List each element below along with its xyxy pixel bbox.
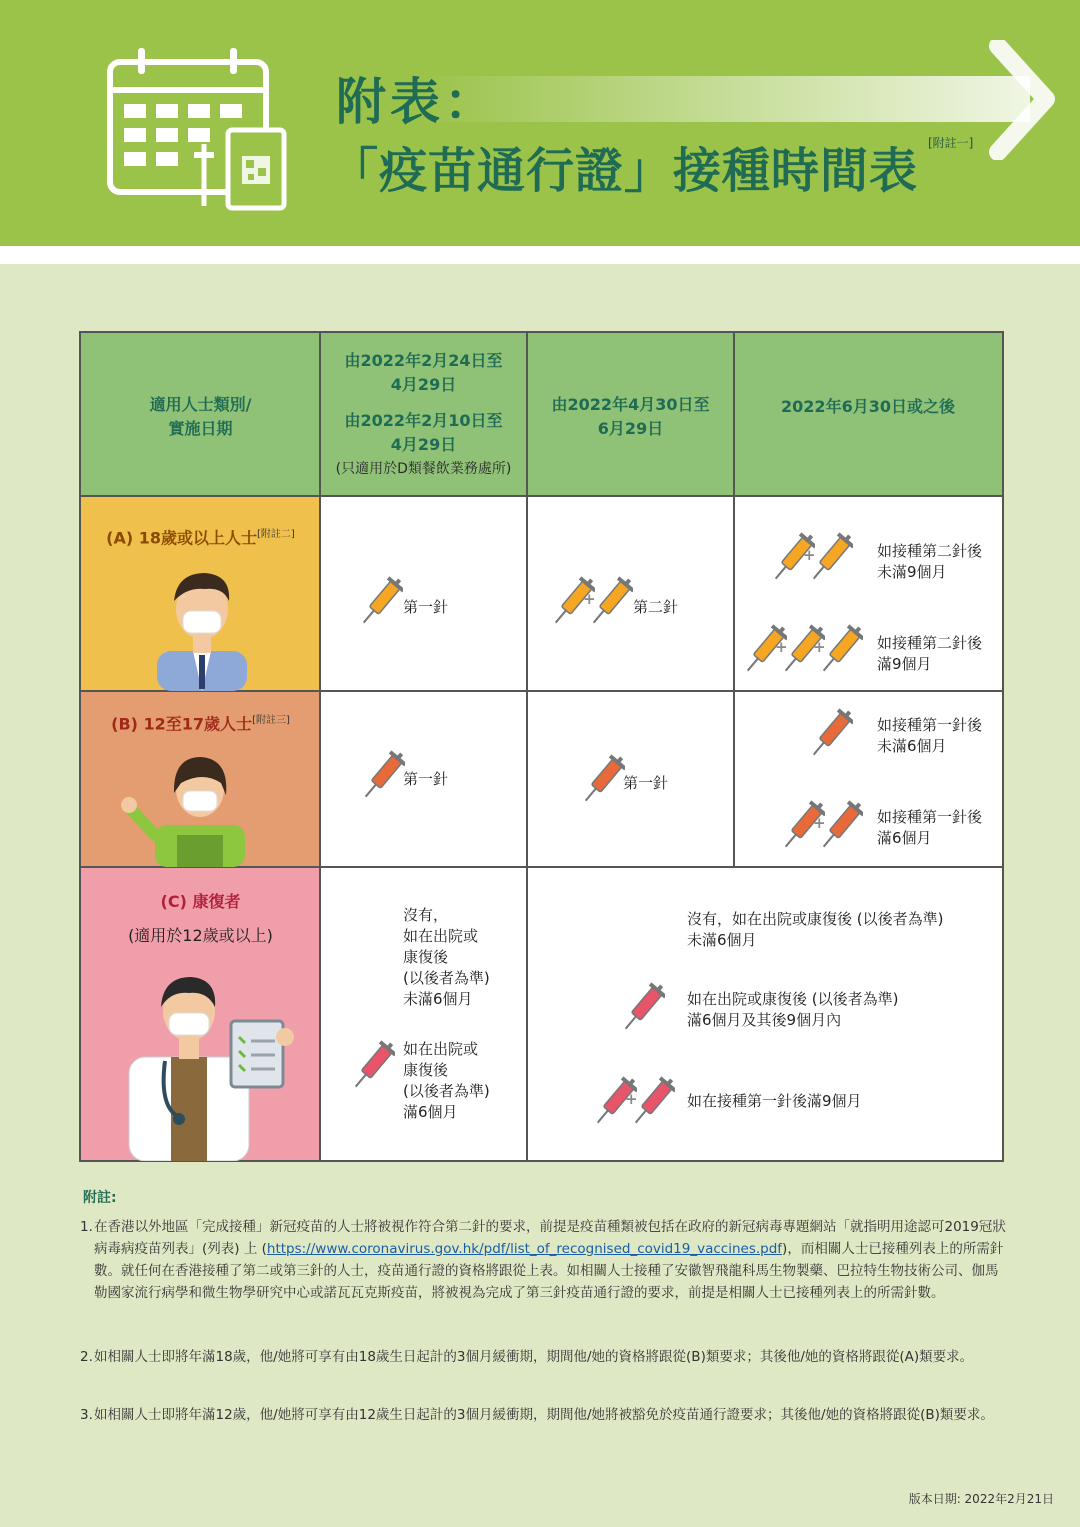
row-a-condition-1: 如接種第二針後 未滿9個月	[877, 542, 983, 581]
syringe-icon	[359, 573, 403, 631]
row-b-condition-1: 如接種第一針後 未滿6個月	[877, 716, 983, 755]
syringe-icon	[361, 747, 405, 805]
note-1: 1. 在香港以外地區「完成接種」新冠疫苗的人士將被視作符合第二針的要求，前提是疫苗種類被包括在政府的新冠病毒專題網站「就指明用途認可2019冠狀病毒病疫苗列表」(列表) 上 (https://www.coronavirus.gov.hk/pdf/list_of_recognised_covid19_vaccines.pdf)，而相關人士已接種列表上的所需針數。就任何在香港接種了第二或第三針的人士，疫苗通行證的資格將跟從上表。如相關人士接種了安徽智飛龍科馬生物製藥、巴拉特生物技術公司、伽馬勒國家流行病學和微生物學研究中心或諾瓦瓦克斯疫苗，將被視為完成了第三針疫苗通行證的要求，前提是相關人士已接種列表上的所需針數。	[80, 1219, 1006, 1301]
row-b-condition-2: 如接種第一針後 滿6個月	[877, 808, 983, 847]
version-date: 版本日期: 2022年2月21日	[908, 1492, 1054, 1506]
header-period-1: 由2022年2月24日至 4月29日 由2022年2月10日至 4月29日 (只適用於D類餐飲業務處所)	[335, 351, 512, 477]
note-2: 2. 如相關人士即將年滿18歲，他/她將可享有由18歲生日起計的3個月緩衝期，期間他/她的資格將跟從(B)類要求；其後他/她的資格將跟從(A)類要求。	[80, 1349, 974, 1365]
row-c-condition-none: 沒有， 如在出院或 康復後 (以後者為準) 未滿6個月	[403, 906, 490, 1008]
row-c-condition-one: 如在出院或 康復後 (以後者為準) 滿6個月	[403, 1040, 490, 1121]
header-category: 適用人士類別/ 實施日期	[149, 395, 252, 438]
syringe-icon	[809, 705, 853, 763]
title-footnote-ref: [附註一]	[928, 136, 974, 150]
syringe-icon	[581, 751, 625, 809]
plus-icon: +	[625, 1090, 638, 1108]
teen-person-icon	[121, 743, 261, 867]
syringe-icon	[819, 621, 863, 679]
adult-person-icon	[147, 551, 257, 691]
category-b-label: (B) 12至17歲人士[附註三]	[111, 714, 290, 734]
row-b-dose-1: 第一針	[403, 770, 449, 788]
row-b-dose-2: 第一針	[623, 774, 669, 792]
syringe-icon	[351, 1037, 395, 1095]
doctor-person-icon	[109, 957, 299, 1161]
plus-icon: +	[775, 638, 788, 656]
syringe-icon	[621, 979, 665, 1037]
header-period-2: 由2022年4月30日至 6月29日	[551, 395, 710, 438]
plus-icon: +	[803, 546, 816, 564]
vaccine-list-link[interactable]: https://www.coronavirus.gov.hk/pdf/list_of_recognised_covid19_vaccines.pdf	[266, 1241, 783, 1257]
note-3: 3. 如相關人士即將年滿12歲，他/她將可享有由12歲生日起計的3個月緩衝期，期間他/她將被豁免於疫苗通行證要求；其後他/她的資格將跟從(B)類要求。	[80, 1407, 994, 1423]
page-title-line1: 附表：	[336, 73, 498, 131]
calendar-vaccine-icon	[104, 44, 294, 214]
category-c-sublabel: (適用於12歲或以上)	[128, 926, 273, 945]
category-c-label: (C) 康復者	[160, 892, 241, 911]
row-c-later-one: 如在出院或康復後 (以後者為準) 滿6個月及其後9個月內	[687, 990, 899, 1029]
syringe-icon	[819, 797, 863, 855]
category-a-label: (A) 18歲或以上人士[附註二]	[106, 528, 295, 548]
header-banner	[0, 0, 1080, 246]
plus-icon: +	[813, 638, 826, 656]
syringe-icon	[809, 529, 853, 587]
row-c-later-none: 沒有，如在出院或康復後 (以後者為準) 未滿6個月	[687, 910, 944, 949]
page-title-line2: 「疫苗通行證」接種時間表	[330, 143, 919, 199]
header-divider	[0, 246, 1080, 264]
row-c-later-two: 如在接種第一針後滿9個月	[687, 1092, 862, 1110]
row-a-condition-2: 如接種第二針後 滿9個月	[877, 634, 983, 673]
syringe-icon	[589, 573, 633, 631]
schedule-table	[79, 331, 1004, 1162]
syringe-icon	[631, 1073, 675, 1131]
row-a-dose-1: 第一針	[403, 598, 449, 616]
plus-icon: +	[813, 814, 826, 832]
plus-icon: +	[583, 590, 596, 608]
notes-title: 附註:	[83, 1190, 117, 1206]
row-a-dose-2: 第二針	[633, 598, 679, 616]
header-period-3: 2022年6月30日或之後	[781, 397, 955, 416]
